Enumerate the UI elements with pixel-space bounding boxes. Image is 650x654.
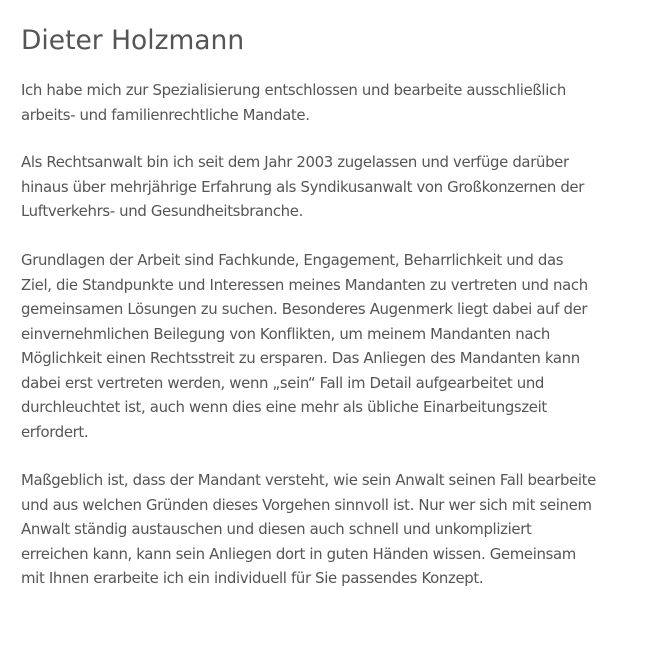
paragraph-line: durchleuchtet ist, auch wenn dies eine mehr als übliche Einarbeitungszeit: [21, 398, 547, 416]
paragraph-line: erreichen kann, kann sein Anliegen dort in guten Händen wissen. Gemeinsam: [21, 544, 576, 563]
paragraph-line: und aus welchen Gründen dieses Vorgehen sinnvoll ist. Nur wer sich mit seinem: [21, 495, 592, 514]
paragraph-line: Ziel, die Standpunkte und Interessen meines Mandanten zu vertreten und nach: [21, 275, 588, 294]
paragraph-specialization: [21, 78, 566, 127]
paragraph-line: Grundlagen der Arbeit sind Fachkunde, Engagement, Beharrlichkeit und das: [21, 251, 564, 269]
paragraph-line: einvernehmlichen Beilegung von Konflikten, um meinem Mandanten nach: [21, 324, 551, 343]
paragraph-line: erfordert.: [21, 422, 89, 441]
paragraph-line: gemeinsamen Lösungen zu suchen. Besonderes Augenmerk liegt dabei auf der: [21, 300, 588, 318]
paragraph-line: Anwalt ständig austauschen und diesen auch schnell und unkompliziert: [21, 520, 532, 538]
paragraph-line: mit Ihnen erarbeite ich ein individuell für Sie passendes Konzept.: [21, 569, 484, 587]
paragraph-line: arbeits- und familienrechtliche Mandate.: [21, 105, 310, 124]
paragraph-communication: [21, 468, 596, 591]
paragraph-line: hinaus über mehrjährige Erfahrung als Syndikusanwalt von Großkonzernen der: [21, 177, 584, 196]
paragraph-line: Luftverkehrs- und Gesundheitsbranche.: [21, 202, 303, 220]
paragraph-line: Maßgeblich ist, dass der Mandant versteht, wie sein Anwalt seinen Fall bearbeite: [21, 471, 596, 489]
paragraph-principles: [21, 248, 588, 444]
paragraph-line: Möglichkeit einen Rechtsstreit zu ersparen. Das Anliegen des Mandanten kann: [21, 349, 580, 367]
paragraph-line: Als Rechtsanwalt bin ich seit dem Jahr 2003 zugelassen und verfüge darüber: [21, 153, 569, 171]
paragraph-line: Ich habe mich zur Spezialisierung entschlossen und bearbeite ausschließlich: [21, 81, 566, 99]
page-title: Dieter Holzmann: [21, 25, 245, 56]
paragraph-experience: [21, 150, 584, 224]
paragraph-line: dabei erst vertreten werden, wenn „sein“ Fall im Detail aufgearbeitet und: [21, 373, 545, 392]
